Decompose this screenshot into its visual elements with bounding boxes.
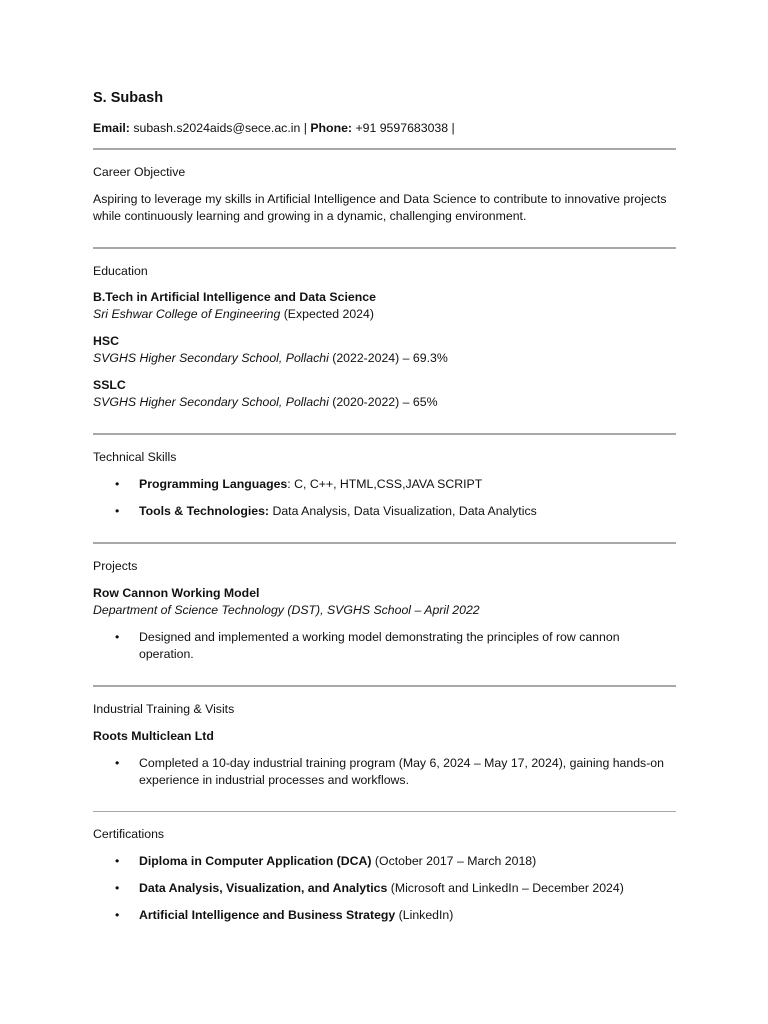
education-heading: Education xyxy=(93,264,148,278)
certification-item xyxy=(93,907,676,924)
certification-detail: (Microsoft and LinkedIn – December 2024) xyxy=(387,881,624,895)
certification-item xyxy=(93,853,676,870)
bullet-icon: • xyxy=(115,477,120,491)
bullet-icon: • xyxy=(115,881,120,895)
skill-item xyxy=(93,476,676,493)
bullet-icon: • xyxy=(115,854,120,868)
bullet-icon: • xyxy=(115,504,120,518)
certification-label: Data Analysis, Visualization, and Analytics xyxy=(139,881,388,895)
education-institution-line xyxy=(93,350,676,367)
certifications-heading: Certifications xyxy=(93,827,165,841)
email-label: Email: xyxy=(93,121,130,135)
education-institution-line xyxy=(93,394,676,411)
certification-detail: (LinkedIn) xyxy=(395,908,454,922)
projects-heading: Projects xyxy=(93,559,138,573)
bullet-icon: • xyxy=(115,630,120,644)
training-bullet xyxy=(93,755,676,789)
contact-separator: | xyxy=(300,121,311,135)
email-value: subash.s2024aids@sece.ac.in xyxy=(133,121,301,135)
training-bullet-text: Completed a 10-day industrial training program (May 6, 2024 – May 17, 2024), gaining hands-on experience in industrial processes and workflows. xyxy=(139,756,664,787)
education-degree: SSLC xyxy=(93,378,126,392)
certification-detail: (October 2017 – March 2018) xyxy=(371,854,537,868)
skill-text: Data Analysis, Data Visualization, Data Analytics xyxy=(269,504,537,518)
education-detail: (Expected 2024) xyxy=(280,307,374,321)
contact-line xyxy=(93,120,676,136)
project-name: Row Cannon Working Model xyxy=(93,586,260,600)
certification-item xyxy=(93,880,676,897)
skill-label: Tools & Technologies: xyxy=(139,504,270,518)
bullet-icon: • xyxy=(115,908,120,922)
education-degree: B.Tech in Artificial Intelligence and Data Science xyxy=(93,290,376,304)
education-detail: (2022-2024) – 69.3% xyxy=(328,351,448,365)
education-degree: HSC xyxy=(93,334,119,348)
education-institution-line xyxy=(93,306,676,323)
phone-label: Phone: xyxy=(310,121,353,135)
project-bullet-text: Designed and implemented a working model demonstrating the principles of row cannon operation. xyxy=(139,630,620,661)
education-institution: SVGHS Higher Secondary School, Pollachi xyxy=(93,395,329,409)
career-objective-text: Aspiring to leverage my skills in Artificial Intelligence and Data Science to contribute to innovative projects while continuously learning and growing in a dynamic, challenging environment. xyxy=(93,192,667,223)
career-objective-heading: Career Objective xyxy=(93,165,186,179)
project-organization: Department of Science Technology (DST), SVGHS School – April 2022 xyxy=(93,603,480,617)
skill-item xyxy=(93,503,676,520)
skill-text: : C, C++, HTML,CSS,JAVA SCRIPT xyxy=(287,477,483,491)
phone-value: +91 9597683038 xyxy=(355,121,449,135)
contact-separator-end: | xyxy=(448,121,455,135)
education-institution: SVGHS Higher Secondary School, Pollachi xyxy=(93,351,329,365)
project-bullet xyxy=(93,629,676,663)
training-company: Roots Multiclean Ltd xyxy=(93,729,214,743)
bullet-icon: • xyxy=(115,756,120,770)
education-institution: Sri Eshwar College of Engineering xyxy=(93,307,281,321)
resume-page xyxy=(93,89,676,924)
certification-label: Artificial Intelligence and Business Strategy xyxy=(139,908,396,922)
certification-label: Diploma in Computer Application (DCA) xyxy=(139,854,372,868)
technical-skills-heading: Technical Skills xyxy=(93,450,177,464)
training-heading: Industrial Training & Visits xyxy=(93,702,235,716)
candidate-name: S. Subash xyxy=(93,90,164,106)
education-detail: (2020-2022) – 65% xyxy=(328,395,438,409)
skill-label: Programming Languages xyxy=(139,477,288,491)
